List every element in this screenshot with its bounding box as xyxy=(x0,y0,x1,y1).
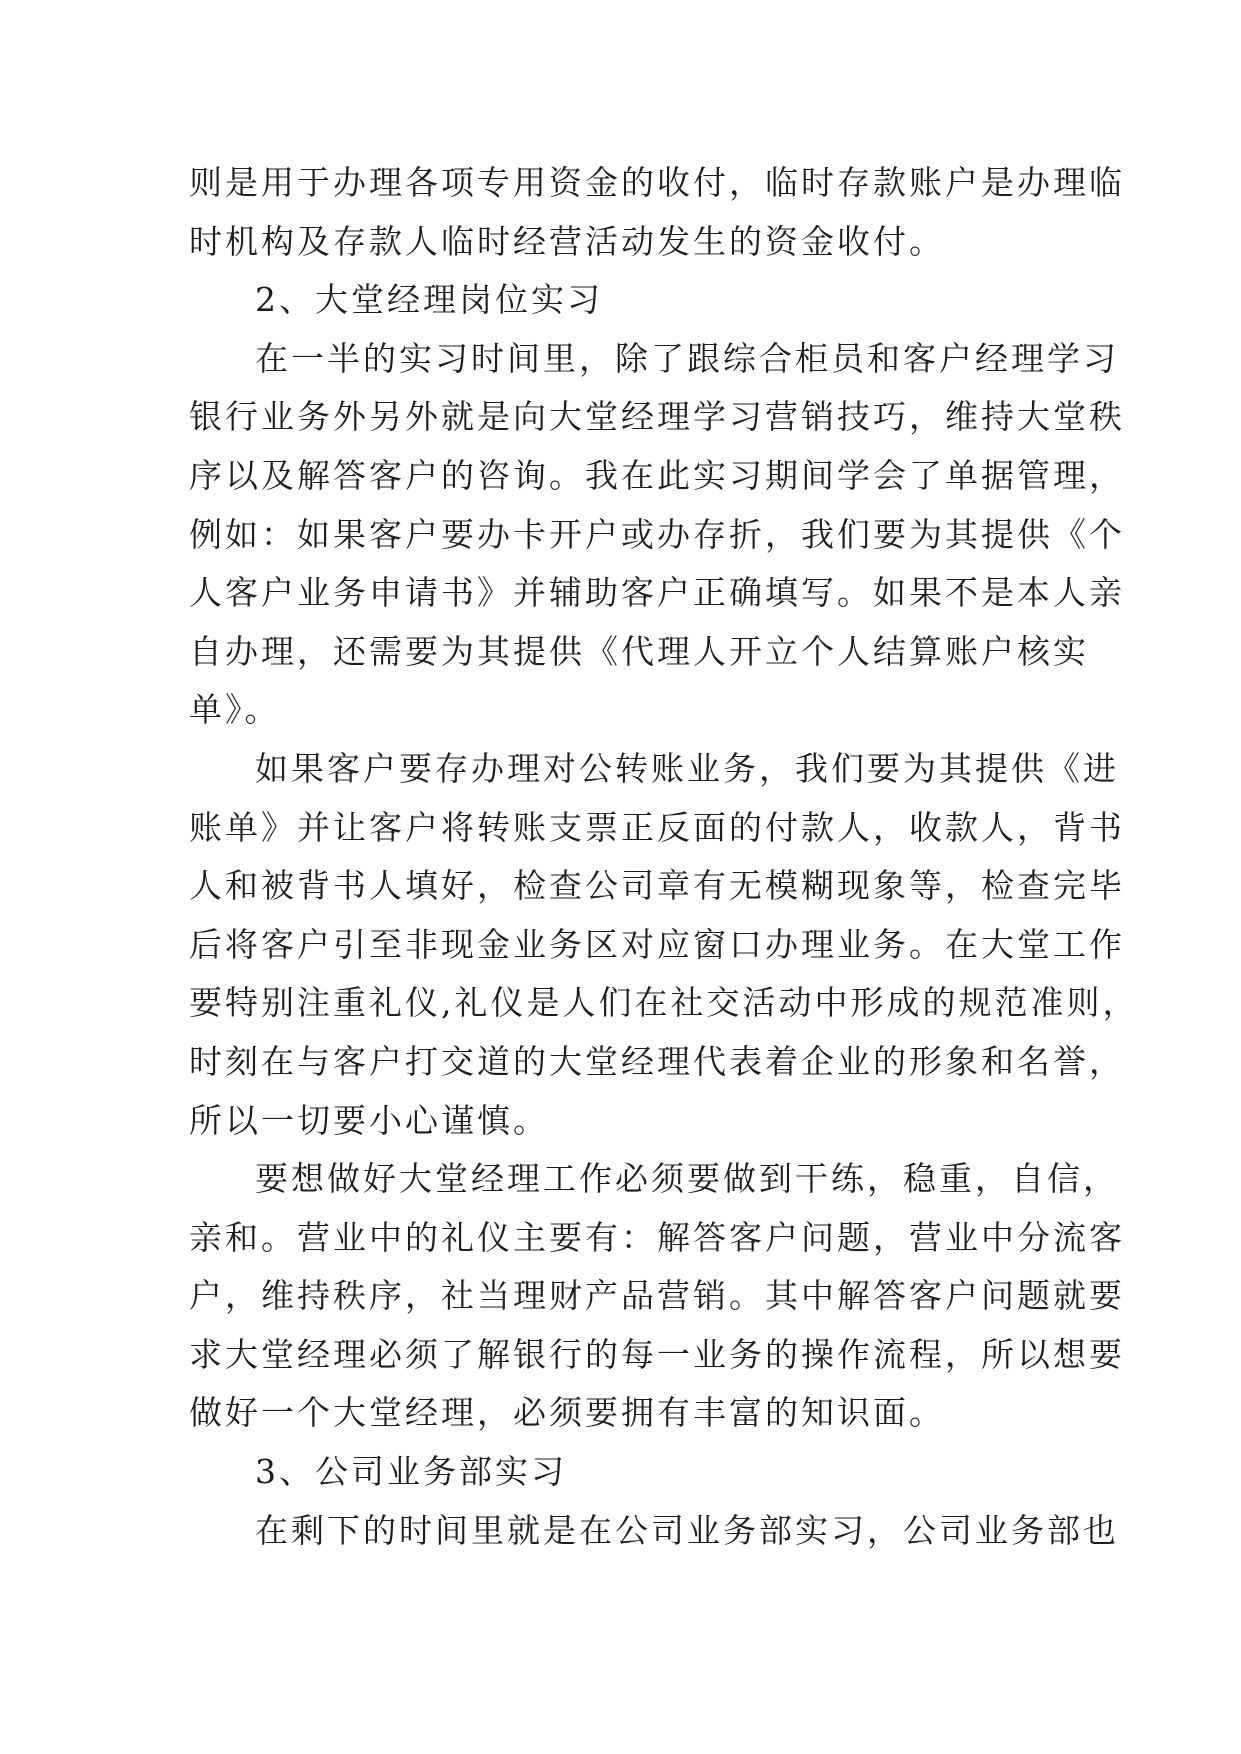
text-line: 户，维持秩序，社当理财产品营销。其中解答客户问题就要 xyxy=(189,1276,1125,1316)
text-line: 要特别注重礼仪,礼仪是人们在社交活动中形成的规范准则， xyxy=(189,983,1139,1023)
text-line: 人客户业务申请书》并辅助客户正确填写。如果不是本人亲 xyxy=(189,573,1125,613)
paragraph-first-line: 要想做好大堂经理工作必须要做到干练，稳重，自信， xyxy=(255,1159,1119,1199)
text-line: 亲和。营业中的礼仪主要有：解答客户问题，营业中分流客 xyxy=(189,1217,1125,1257)
section-heading: 2、大堂经理岗位实习 xyxy=(255,280,603,320)
text-line: 则是用于办理各项专用资金的收付，临时存款账户是办理临 xyxy=(189,163,1125,202)
text-line: 账单》并让客户将转账支票正反面的付款人，收款人，背书 xyxy=(189,807,1125,847)
text-line: 后将客户引至非现金业务区对应窗口办理业务。在大堂工作 xyxy=(189,924,1125,964)
text-line: 例如：如果客户要办卡开户或办存折，我们要为其提供《个 xyxy=(189,514,1125,554)
text-line: 人和被背书人填好，检查公司章有无模糊现象等，检查完毕 xyxy=(189,866,1125,906)
body-text xyxy=(189,154,1139,1560)
text-line: 单》。 xyxy=(189,690,281,730)
text-line: 所以一切要小心谨慎。 xyxy=(189,1100,549,1140)
paragraph-first-line: 在一半的实习时间里，除了跟综合柜员和客户经理学习 xyxy=(255,338,1119,378)
text-line: 银行业务外另外就是向大堂经理学习营销技巧，维持大堂秩 xyxy=(189,397,1125,437)
paragraph-first-line: 在剩下的时间里就是在公司业务部实习，公司业务部也 xyxy=(255,1510,1119,1550)
text-line: 做好一个大堂经理，必须要拥有丰富的知识面。 xyxy=(189,1393,945,1433)
section-heading: 3、公司业务部实习 xyxy=(255,1452,567,1492)
paragraph-first-line: 如果客户要存办理对公转账业务，我们要为其提供《进 xyxy=(255,748,1119,788)
text-line: 自办理，还需要为其提供《代理人开立个人结算账户核实 xyxy=(189,631,1089,671)
text-line: 时刻在与客户打交道的大堂经理代表着企业的形象和名誉， xyxy=(189,1041,1125,1081)
text-line: 时机构及存款人临时经营活动发生的资金收付。 xyxy=(189,221,945,261)
text-line: 求大堂经理必须了解银行的每一业务的操作流程，所以想要 xyxy=(189,1334,1125,1374)
text-line: 序以及解答客户的咨询。我在此实习期间学会了单据管理， xyxy=(189,455,1125,495)
